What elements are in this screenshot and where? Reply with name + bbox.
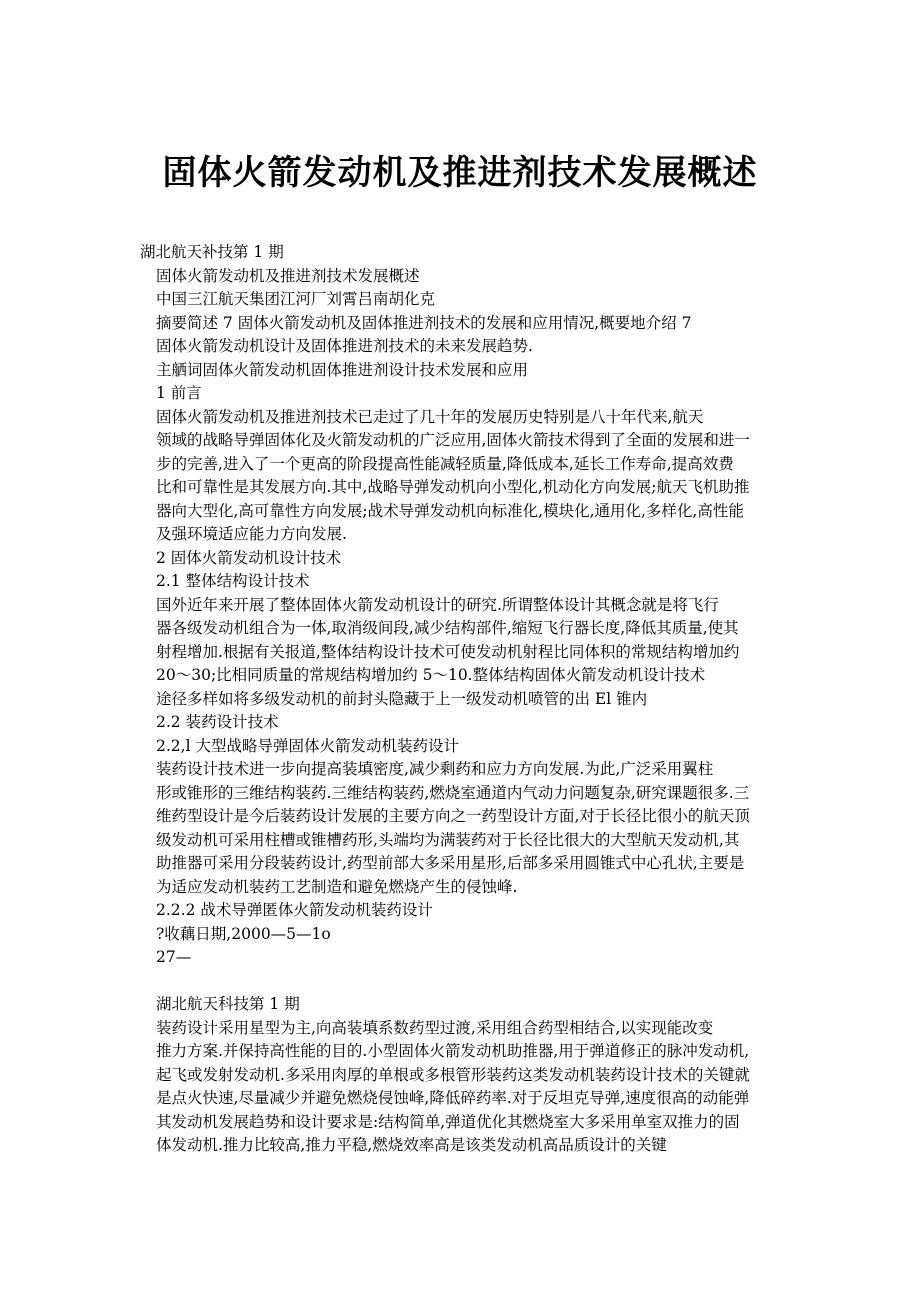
text-line: 体发动机.推力比较高,推力平稳,燃烧效率高是该类发动机高品质设计的关键 bbox=[156, 1136, 667, 1154]
section-heading: 2.2.2 战术导弹匿体火箭发动机装药设计 bbox=[156, 901, 433, 919]
text-line: 领域的战略导弹固体化及火箭发动机的广泛应用,固体火箭技术得到了全面的发展和进一 bbox=[156, 431, 750, 449]
text-line: 级发动机可采用柱槽或锥槽药形,头端均为满装药对于长径比很大的大型航天发动机,其 bbox=[156, 830, 740, 849]
text-line: 摘要简述 7 固体火箭发动机及固体推进剂技术的发展和应用情况,概要地介绍 7 bbox=[156, 313, 692, 332]
text-line: 是点火快速,尽量减少并避免燃烧侵蚀峰,降低碎药率.对于反坦克导弹,速度很高的动能弹 bbox=[156, 1089, 750, 1107]
text-line: 装药设计技术进一步向提高装填密度,减少剩药和应力方向发展.为此,广泛采用翼柱 bbox=[156, 760, 714, 778]
text-line: 起飞或发射发动机.多采用肉厚的单根或多根管形装药这类发动机装药设计技术的关键就 bbox=[156, 1065, 750, 1084]
text-line: 助推器可采用分段装药设计,药型前部大多采用星形,后部多采用圆锥式中心孔状,主要是 bbox=[156, 854, 745, 872]
text-line: 推力方案.并保持高性能的目的.小型固体火箭发动机助推器,用于弹道修正的脉冲发动机, bbox=[156, 1042, 750, 1060]
footnote: ?收藕日期,2000—5—1o bbox=[156, 924, 331, 943]
page-break bbox=[0, 970, 920, 994]
text-line: 途径多样如将多级发动机的前封头隐藏于上一级发动机喷管的出 El 锥内 bbox=[156, 689, 648, 708]
text-line: 维药型设计是今后装药设计发展的主要方向之一药型设计方面,对于长径比很小的航天顶 bbox=[156, 807, 750, 825]
text-line: 器各级发动机组合为一体,取消级间段,减少结构部件,缩短飞行器长度,降低其质量,使其 bbox=[156, 619, 739, 637]
text-line: 湖北航天补技第 1 期 bbox=[140, 243, 284, 261]
text-line: 主舾词固体火箭发动机固体推进剂设计技术发展和应用 bbox=[156, 360, 529, 379]
running-header: 湖北航天科技第 1 期 bbox=[156, 995, 300, 1013]
text-line: 及强环境适应能力方向发展. bbox=[156, 525, 347, 543]
text-line: 步的完善,进入了一个更高的阶段提高性能减轻质量,降低成本,延长工作寿命,提高效费 bbox=[156, 454, 734, 473]
section-heading: 2 固体火箭发动机设计技术 bbox=[156, 548, 342, 567]
text-line: 为适应发动机装药工艺制造和避免燃烧产生的侵蚀峰. bbox=[156, 877, 518, 896]
text-line: 国外近年来开展了整体固体火箭发动机设计的研究.所谓整体设计其概念就是将飞行 bbox=[156, 595, 719, 614]
document-title: 固体火箭发动机及推进剂技术发展概述 bbox=[162, 153, 758, 193]
text-line: 器向大型化,高可靠性方向发展;战术导弹发动机向标准化,模块化,通用化,多样化,高性能 bbox=[156, 501, 744, 520]
text-line: 固体火箭发动机设计及固体推进剂技术的未来发展趋势. bbox=[156, 337, 533, 355]
text-line: 其发动机发展趋势和设计要求是:结构简单,弹道优化其燃烧室大多采用单室双推力的固 bbox=[156, 1112, 740, 1131]
text-line: 固体火箭发动机及推进剂技术已走过了几十年的发展历史特别是八十年代来,航天 bbox=[156, 407, 704, 426]
text-line: 比和可靠性是其发展方向.其中,战略导弹发动机向小型化,机动化方向发展;航天飞机助推 bbox=[156, 478, 750, 496]
text-line: 形或锥形的三维结构装药.三维结构装药,燃烧室通道内气动力问题复杂,研究课题很多.三 bbox=[156, 783, 750, 802]
document-body bbox=[0, 241, 920, 1158]
section-heading: 1 前言 bbox=[156, 384, 202, 402]
section-heading: 2.2 装药设计技术 bbox=[156, 713, 279, 731]
text-line: 中国三江航天集团江河厂刘霄吕南胡化克 bbox=[156, 290, 436, 308]
text-line: 射程增加.根据有关报道,整体结构设计技术可使发动机射程比同体积的常规结构增加约 bbox=[156, 642, 740, 661]
section-heading: 2.2,l 大型战略导弹固体火箭发动机装药设计 bbox=[156, 736, 459, 755]
text-line: 装药设计采用星型为主,向高装填系数药型过渡,采用组合药型相结合,以实现能改变 bbox=[156, 1018, 714, 1037]
text-line: 固体火箭发动机及推进剂技术发展概述 bbox=[156, 266, 420, 285]
section-heading: 2.1 整体结构设计技术 bbox=[156, 572, 310, 590]
page-number: 27— bbox=[156, 948, 192, 966]
text-line: 20～30;比相同质量的常规结构增加约 5～10.整体结构固体火箭发动机设计技术 bbox=[156, 666, 706, 684]
